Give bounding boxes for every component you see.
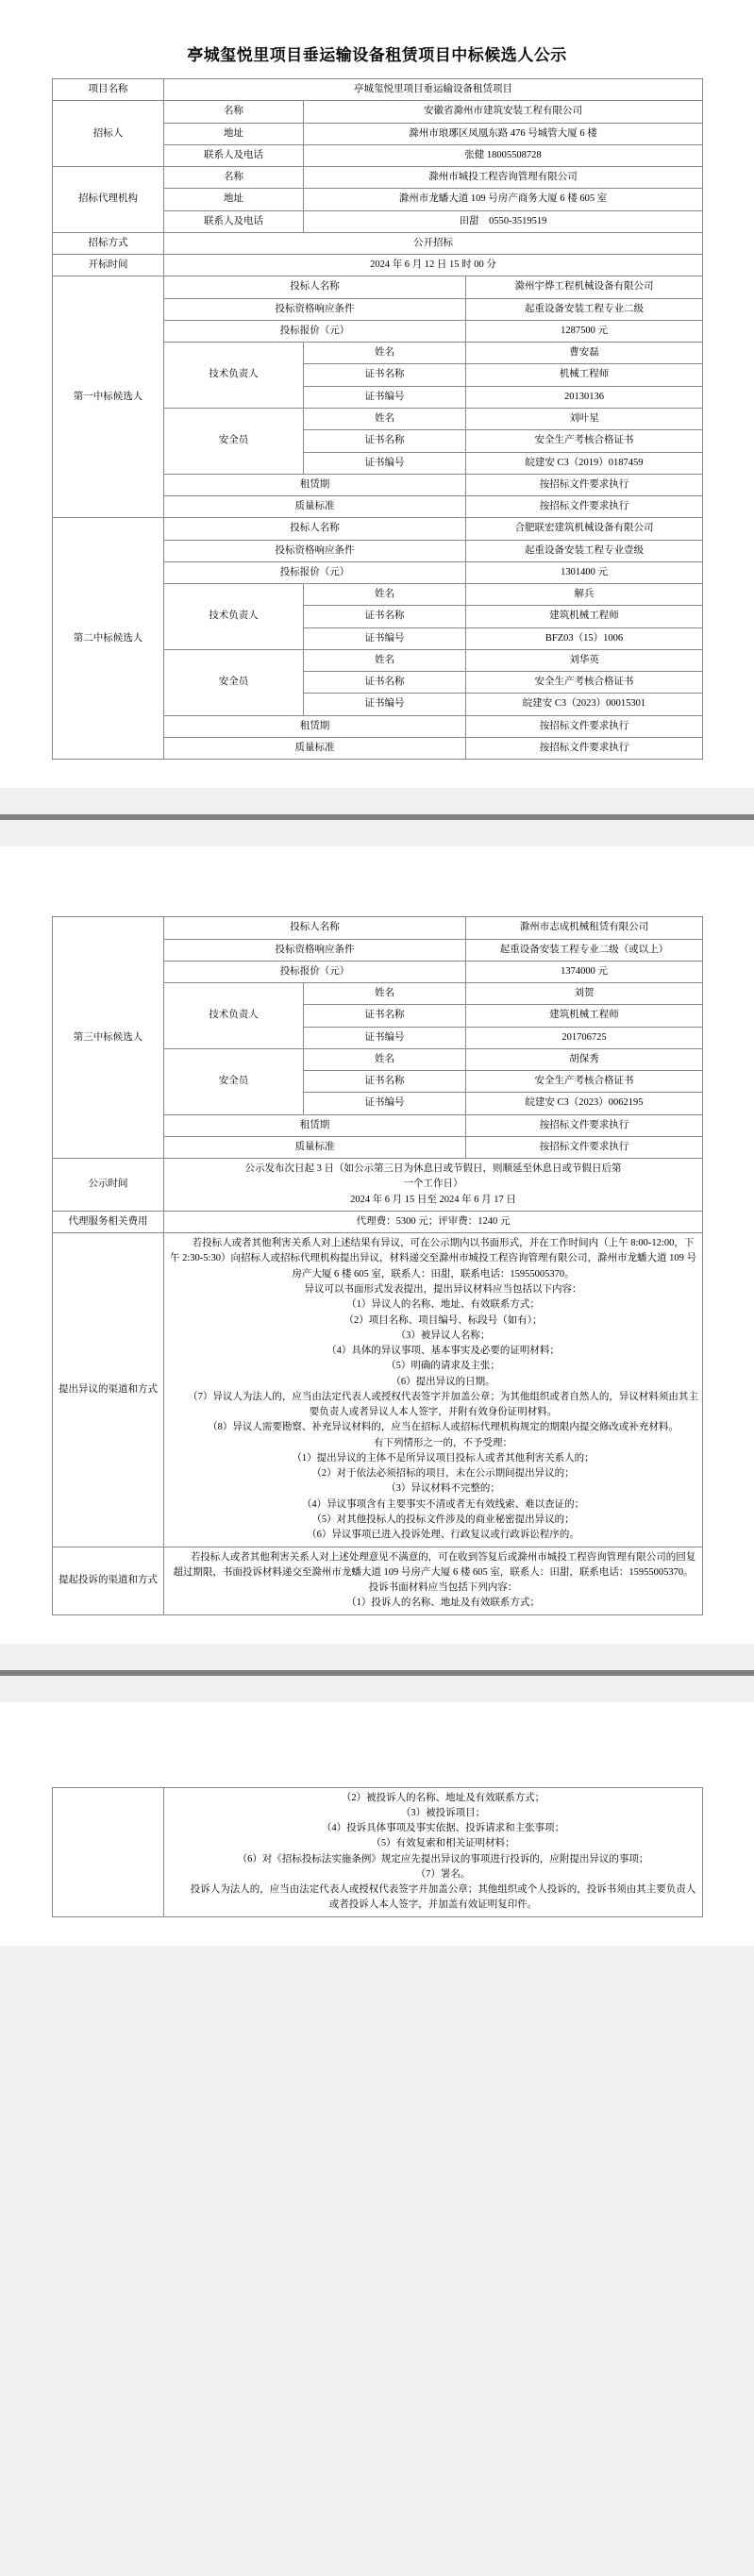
label-c2-safety-officer: 安全员 <box>164 649 304 715</box>
label-candidate-2-rank: 第二中标候选人 <box>53 518 164 760</box>
value-c3-tech-cert-name: 建筑机械工程师 <box>466 1005 703 1027</box>
value-c3-bid-price: 1374000 元 <box>466 961 703 982</box>
objection-p17: （6）异议事项已进入投诉处理、行政复议或行政诉讼程序的。 <box>307 1530 579 1541</box>
objection-p6: （4）具体的异议事项、基本事实及必要的证明材料； <box>327 1346 560 1357</box>
value-c2-safety-cert-no: 皖建安 C3（2023）00015301 <box>466 694 703 715</box>
label-c3-tech-cert-no: 证书编号 <box>304 1027 466 1048</box>
table-row <box>53 101 703 123</box>
label-c2-safety-cert-name: 证书名称 <box>304 672 466 694</box>
label-agency-fee: 代理服务相关费用 <box>53 1211 164 1232</box>
value-c3-bidder-name: 滁州市志成机械租赁有限公司 <box>466 917 703 939</box>
label-c1-tech-lead: 技术负责人 <box>164 343 304 409</box>
page-separator <box>0 1676 754 1702</box>
label-c1-tech-name: 姓名 <box>304 343 466 364</box>
publicity-line-2: 一个工作日） <box>403 1179 463 1190</box>
label-c1-safety-name: 姓名 <box>304 408 466 429</box>
complaint-p10: 投诉人为法人的，应当由法定代表人或授权代表签字并加盖公章；其他组织或个人投诉的，投诉书须由其主要负责人或者投诉人本人签字，并加盖有效证明复印件。 <box>190 1884 696 1911</box>
label-objection-channel: 提出异议的渠道和方式 <box>53 1233 164 1547</box>
label-tenderee-contact: 联系人及电话 <box>164 144 304 166</box>
publicity-line-1: 公示发布次日起 3 日（如公示第三日为休息日或节假日，则顺延至休息日或节假日后第 <box>244 1163 622 1175</box>
label-c1-safety-cert-no: 证书编号 <box>304 452 466 474</box>
table-row <box>53 167 703 189</box>
label-c3-tech-lead: 技术负责人 <box>164 983 304 1049</box>
objection-p14: （3）异议材料不完整的； <box>386 1483 500 1495</box>
value-c2-quality-standard: 按招标文件要求执行 <box>466 737 703 759</box>
label-c3-safety-officer: 安全员 <box>164 1048 304 1114</box>
complaint-p1: 若投标人或者其他利害关系人对上述处理意见不满意的，可在收到答复后或滁州市城投工程咨询管理有限公司的回复超过期限，书面投诉材料递交至滁州市龙蟠大道 109 号房产大厦 6 楼 605 室，联系人：田甜，联系电话：15955005370。 <box>173 1551 696 1578</box>
page-2-top-margin <box>52 875 702 916</box>
label-c3-safety-cert-name: 证书名称 <box>304 1071 466 1093</box>
value-agency-fee: 代理费：5300 元；评审费：1240 元 <box>164 1211 703 1232</box>
label-tenderee-address: 地址 <box>164 123 304 144</box>
table-row <box>53 79 703 101</box>
value-c1-safety-cert-name: 安全生产考核合格证书 <box>466 430 703 452</box>
value-c2-tech-cert-name: 建筑机械工程师 <box>466 606 703 627</box>
complaint-p6: （4）投诉具体事项及事实依据、投诉请求和主张事项； <box>321 1823 565 1834</box>
table-row <box>53 1787 703 1916</box>
value-agency-address: 滁州市龙蟠大道 109 号房产商务大厦 6 楼 605 室 <box>304 189 703 210</box>
value-tenderee-address: 滁州市琅琊区凤凰东路 476 号城管大厦 6 楼 <box>304 123 703 144</box>
complaint-p2: 投诉书面材料应当包括下列内容： <box>368 1582 518 1594</box>
value-c2-safety-name: 刘华英 <box>466 649 703 671</box>
page-1 <box>0 0 754 788</box>
value-c3-safety-cert-no: 皖建安 C3（2023）0062195 <box>466 1093 703 1114</box>
label-c3-safety-cert-no: 证书编号 <box>304 1093 466 1114</box>
value-c1-qualification: 起重设备安装工程专业二级 <box>466 298 703 320</box>
label-project-name: 项目名称 <box>53 79 164 101</box>
objection-p13: （2）对于依法必须招标的项目，未在公示期间提出异议的； <box>311 1468 575 1480</box>
page-title: 亭城玺悦里项目垂运输设备租赁项目中标候选人公示 <box>187 46 567 65</box>
label-c2-tech-cert-name: 证书名称 <box>304 606 466 627</box>
value-c1-tech-cert-no: 20130136 <box>466 386 703 408</box>
page-separator <box>0 820 754 846</box>
label-agency-name: 名称 <box>164 167 304 189</box>
label-agency-contact: 联系人及电话 <box>164 210 304 232</box>
complaint-p5: （3）被投诉项目； <box>400 1807 486 1818</box>
objection-p2: 异议可以书面形式发表提出，提出异议材料应当包括以下内容： <box>304 1284 582 1296</box>
label-c1-qualification: 投标资格响应条件 <box>164 298 466 320</box>
label-c3-qualification: 投标资格响应条件 <box>164 939 466 961</box>
label-bid-open-time: 开标时间 <box>53 255 164 276</box>
value-c2-bid-price: 1301400 元 <box>466 561 703 583</box>
value-c1-bid-price: 1287500 元 <box>466 320 703 342</box>
complaint-p3: （1）投诉人的名称、地址及有效联系方式； <box>346 1597 540 1609</box>
value-tenderee-contact: 张健 18005508728 <box>304 144 703 166</box>
page-separator <box>0 1644 754 1670</box>
objection-p9: （7）异议人为法人的，应当由法定代表人或授权代表签字并加盖公章；为其他组织或者自然人的，异议材料须由其主要负责人或者异议人本人签字，并附有效身份证明材料。 <box>188 1391 698 1418</box>
table-row <box>53 1211 703 1232</box>
value-complaint-channel-part-1 <box>164 1547 703 1614</box>
label-c3-tech-cert-name: 证书名称 <box>304 1005 466 1027</box>
objection-p15: （4）异议事项含有主要事实不清或者无有效线索、难以查证的； <box>301 1498 585 1510</box>
announcement-table-page-2 <box>52 916 703 1614</box>
label-tender-method: 招标方式 <box>53 232 164 254</box>
complaint-p9: （7）署名。 <box>415 1868 471 1880</box>
label-publicity-time: 公示时间 <box>53 1159 164 1212</box>
value-c2-tech-cert-no: BFZ03（15）1006 <box>466 627 703 649</box>
value-c3-tech-name: 刘贺 <box>466 983 703 1005</box>
label-c1-tech-cert-no: 证书编号 <box>304 386 466 408</box>
label-c3-safety-name: 姓名 <box>304 1048 466 1070</box>
objection-p3: （1）异议人的名称、地址、有效联系方式； <box>346 1299 540 1311</box>
objection-p10: （8）异议人需要勘察、补充异议材料的，应当在招标人或招标代理机构规定的期限内提交修改或补充材料。 <box>208 1422 679 1433</box>
value-c1-quality-standard: 按招标文件要求执行 <box>466 496 703 518</box>
label-c1-safety-officer: 安全员 <box>164 408 304 474</box>
value-c1-safety-name: 刘叶星 <box>466 408 703 429</box>
page-3-top-margin <box>52 1731 702 1787</box>
label-c2-tech-cert-no: 证书编号 <box>304 627 466 649</box>
objection-p5: （3）被异议人名称； <box>395 1330 491 1341</box>
table-row <box>53 917 703 939</box>
table-row <box>53 1159 703 1212</box>
table-row <box>53 255 703 276</box>
value-objection-channel <box>164 1233 703 1547</box>
table-row <box>53 518 703 540</box>
label-agency: 招标代理机构 <box>53 167 164 233</box>
label-complaint-channel: 提起投诉的渠道和方式 <box>53 1547 164 1614</box>
label-c1-quality-standard: 质量标准 <box>164 496 466 518</box>
objection-p4: （2）项目名称、项目编号、标段号（如有）； <box>343 1314 543 1326</box>
value-complaint-channel-part-2 <box>164 1787 703 1916</box>
label-complaint-channel-cont <box>53 1787 164 1916</box>
value-c1-tech-name: 曹安磊 <box>466 343 703 364</box>
value-c1-lease-term: 按招标文件要求执行 <box>466 474 703 495</box>
page-2 <box>0 846 754 1643</box>
label-c3-bid-price: 投标报价（元） <box>164 961 466 982</box>
value-c3-safety-cert-name: 安全生产考核合格证书 <box>466 1071 703 1093</box>
publicity-line-3: 2024 年 6 月 15 日至 2024 年 6 月 17 日 <box>350 1194 516 1205</box>
value-publicity-time <box>164 1159 703 1212</box>
label-c2-safety-cert-no: 证书编号 <box>304 694 466 715</box>
page-3 <box>0 1702 754 1946</box>
label-c3-quality-standard: 质量标准 <box>164 1136 466 1158</box>
label-c2-tech-name: 姓名 <box>304 584 466 606</box>
announcement-table-page-3 <box>52 1787 703 1917</box>
value-c3-lease-term: 按招标文件要求执行 <box>466 1114 703 1136</box>
label-c2-safety-name: 姓名 <box>304 649 466 671</box>
table-row <box>53 1547 703 1614</box>
label-c2-bidder-name: 投标人名称 <box>164 518 466 540</box>
value-c1-safety-cert-no: 皖建安 C3（2019）0187459 <box>466 452 703 474</box>
label-tenderee-name: 名称 <box>164 101 304 123</box>
objection-p16: （5）对其他投标人的投标文件涉及的商业秘密提出异议的； <box>311 1514 575 1525</box>
label-c2-tech-lead: 技术负责人 <box>164 584 304 650</box>
label-candidate-3-rank: 第三中标候选人 <box>53 917 164 1159</box>
table-row <box>53 1233 703 1547</box>
value-agency-contact: 田甜 0550-3519519 <box>304 210 703 232</box>
value-c3-quality-standard: 按招标文件要求执行 <box>466 1136 703 1158</box>
objection-p11: 有下列情形之一的，不予受理： <box>374 1437 512 1448</box>
value-bid-open-time: 2024 年 6 月 12 日 15 时 00 分 <box>164 255 703 276</box>
label-tenderee: 招标人 <box>53 101 164 167</box>
value-c2-lease-term: 按招标文件要求执行 <box>466 715 703 737</box>
label-c2-lease-term: 租赁期 <box>164 715 466 737</box>
value-tenderee-name: 安徽省滁州市建筑安装工程有限公司 <box>304 101 703 123</box>
label-c2-qualification: 投标资格响应条件 <box>164 540 466 561</box>
complaint-p4: （2）被投诉人的名称、地址及有效联系方式； <box>341 1792 545 1803</box>
label-c1-tech-cert-name: 证书名称 <box>304 364 466 386</box>
value-agency-name: 滁州市城投工程咨询管理有限公司 <box>304 167 703 189</box>
value-c1-bidder-name: 滁州宇烨工程机械设备有限公司 <box>466 276 703 298</box>
label-c3-tech-name: 姓名 <box>304 983 466 1005</box>
label-candidate-1-rank: 第一中标候选人 <box>53 276 164 518</box>
table-row <box>53 232 703 254</box>
value-c2-safety-cert-name: 安全生产考核合格证书 <box>466 672 703 694</box>
value-c2-tech-name: 解兵 <box>466 584 703 606</box>
label-c3-lease-term: 租赁期 <box>164 1114 466 1136</box>
label-c1-lease-term: 租赁期 <box>164 474 466 495</box>
announcement-table-page-1 <box>52 78 703 760</box>
complaint-p8: （6）对《招标投标法实施条例》规定应先提出异议的事项进行投诉的，应附提出异议的事项； <box>237 1853 649 1865</box>
objection-p7: （5）明确的请求及主张； <box>386 1361 500 1372</box>
value-c2-bidder-name: 合肥联宏建筑机械设备有限公司 <box>466 518 703 540</box>
value-c1-tech-cert-name: 机械工程师 <box>466 364 703 386</box>
label-c1-safety-cert-name: 证书名称 <box>304 430 466 452</box>
objection-p1: 若投标人或者其他利害关系人对上述结果有异议，可在公示期内以书面形式，并在工作时间内（上午 8:00-12:00，下午 2:30-5:30）向招标人或招标代理机构提出异议，材料递交至滁州市城投工程咨询管理有限公司，滁州市龙蟠大道 109 号房产大厦 6 楼 605 室，联系人：田甜，联系电话：15955005370。 <box>170 1238 696 1280</box>
table-row <box>53 276 703 298</box>
label-c1-bid-price: 投标报价（元） <box>164 320 466 342</box>
label-c2-bid-price: 投标报价（元） <box>164 561 466 583</box>
value-c3-qualification: 起重设备安装工程专业二级（或以上） <box>466 939 703 961</box>
value-project-name: 亭城玺悦里项目垂运输设备租赁项目 <box>164 79 703 101</box>
complaint-p7: （5）有效复索和相关证明材料； <box>371 1838 515 1849</box>
page-separator <box>0 788 754 814</box>
label-c3-bidder-name: 投标人名称 <box>164 917 466 939</box>
objection-p12: （1）提出异议的主体不是所异议项目投标人或者其他利害关系人的； <box>292 1452 595 1464</box>
value-c3-tech-cert-no: 201706725 <box>466 1027 703 1048</box>
value-c3-safety-name: 胡保秀 <box>466 1048 703 1070</box>
label-c2-quality-standard: 质量标准 <box>164 737 466 759</box>
label-c1-bidder-name: 投标人名称 <box>164 276 466 298</box>
value-c2-qualification: 起重设备安装工程专业壹级 <box>466 540 703 561</box>
objection-p8: （6）提出异议的日期。 <box>391 1376 495 1387</box>
label-agency-address: 地址 <box>164 189 304 210</box>
value-tender-method: 公开招标 <box>164 232 703 254</box>
